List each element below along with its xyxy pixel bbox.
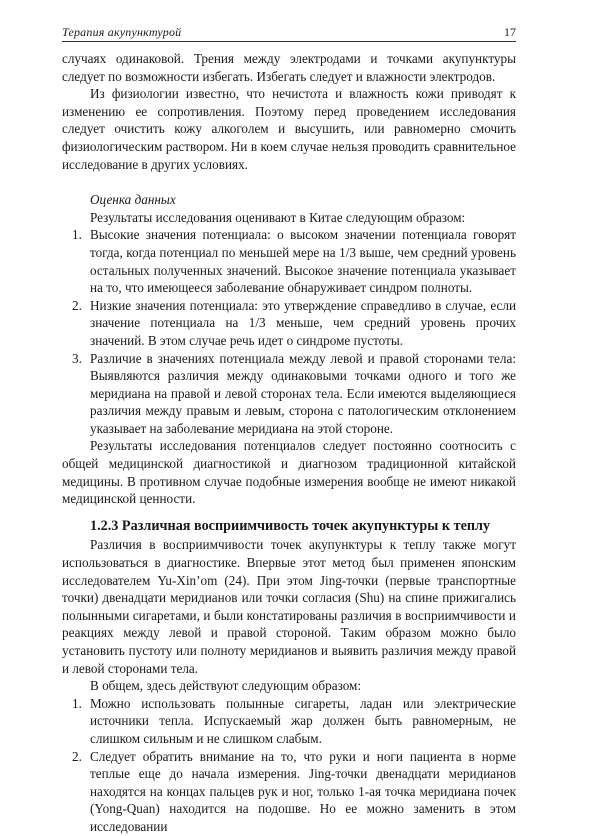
list-item-text: Низкие значения потенциала: это утверждение справедливо в случае, если значение потенциала на 1/3 меньше, чем средний уровень прочих значений. В этом случае речь идет о синдроме пустоты. [90,297,516,348]
subheading-evaluation: Оценка данных [90,192,176,208]
list-item-text: Можно использовать полынные сигареты, ладан или электрические источники тепла. Испускаемый жар должен быть равномерным, не слишком сильным и не слишком слабым. [90,695,516,746]
evaluation-lead: Результаты исследования оценивают в Китае следующим образом: [90,209,466,225]
page-number: 17 [504,25,516,39]
running-title: Терапия акупунктурой [62,25,182,39]
paragraph-continuation: случаях одинаковой. Трения между электродами и точками акупунктуры следует по возможности избегать. Избегать следует и влажности электродов. [62,51,516,84]
header-rule [62,41,516,42]
list-number: 3. [72,350,82,366]
evaluation-conclusion: Результаты исследования потенциалов следует постоянно соотносить с общей медицинской диагностикой и диагнозом традиционной китайской медицины. В противном случае подобные измерения вообще не имеют никакой медицинской ценности. [62,438,516,507]
body-text [62,50,516,836]
list-item [62,226,516,296]
list-number: 2. [72,297,82,313]
section-paragraph: Различия в восприимчивости точек акупунктуры к теплу также могут использоваться в диагностике. Впервые этот метод был применен японским исследователем Yu-Xin’om (24). При этом Jing-точки (первые транспортные точки) двенадцати меридианов или точки согласия (Shu) на спине прижигались полынными сигаретами, и были констатированы различия в восприимчивости и реакциях между левой и правой стороной. Таким образом можно было установить пустоту или полноту меридианов и выявить различия между правой и левой сторонами тела. [62,537,516,676]
list-item [62,297,516,350]
list-item-text: Различие в значениях потенциала между левой и правой сторонами тела: Выявляются различия между одинаковыми точками одного и того же меридиана на правой и левой сторонах тела. Если имеются выделяющиеся различия между правым и левым, сторона с патологическим отклонением указывает на заболевание меридиана на этой стороне. [90,350,516,436]
section-lead: В общем, здесь действуют следующим образом: [90,678,362,694]
list-item [62,748,516,836]
list-number: 1. [72,695,82,711]
list-number: 2. [72,748,82,764]
paragraph-physiology: Из физиологии известно, что нечистота и влажность кожи приводят к изменению ее сопротивления. Поэтому перед проведением исследования следует очистить кожу алкоголем и высушить, или равномерно смочить физиологическим раствором. Ни в коем случае нельзя проводить сравнительное исследование в других условиях. [62,86,516,172]
list-item-text: Высокие значения потенциала: о высоком значении потенциала говорят тогда, когда потенциал по меньшей мере на 1/3 выше, чем средний уровень остальных полученных значений. Высокое значение потенциала указывает на то, что имеющееся заболевание обнаруживает синдром полноты. [90,227,516,296]
running-header [62,22,516,40]
list-item-text: Следует обратить внимание на то, что руки и ноги пациента в норме теплые еще до начала измерения. Jing-точки двенадцати меридианов находятся на концах пальцев рук и ног, только 1-ая точка меридиана почек (Yong-Quan) находится на подошве. Но ее можно заменить в этом исследовании [90,748,516,834]
list-number: 1. [72,227,82,243]
spacer [62,173,516,191]
section-title: 1.2.3 Различная восприимчивость точек акупунктуры к теплу [90,517,491,534]
list-item [62,350,516,438]
list-item [62,695,516,748]
evaluation-list [62,226,516,437]
procedure-list [62,695,516,836]
